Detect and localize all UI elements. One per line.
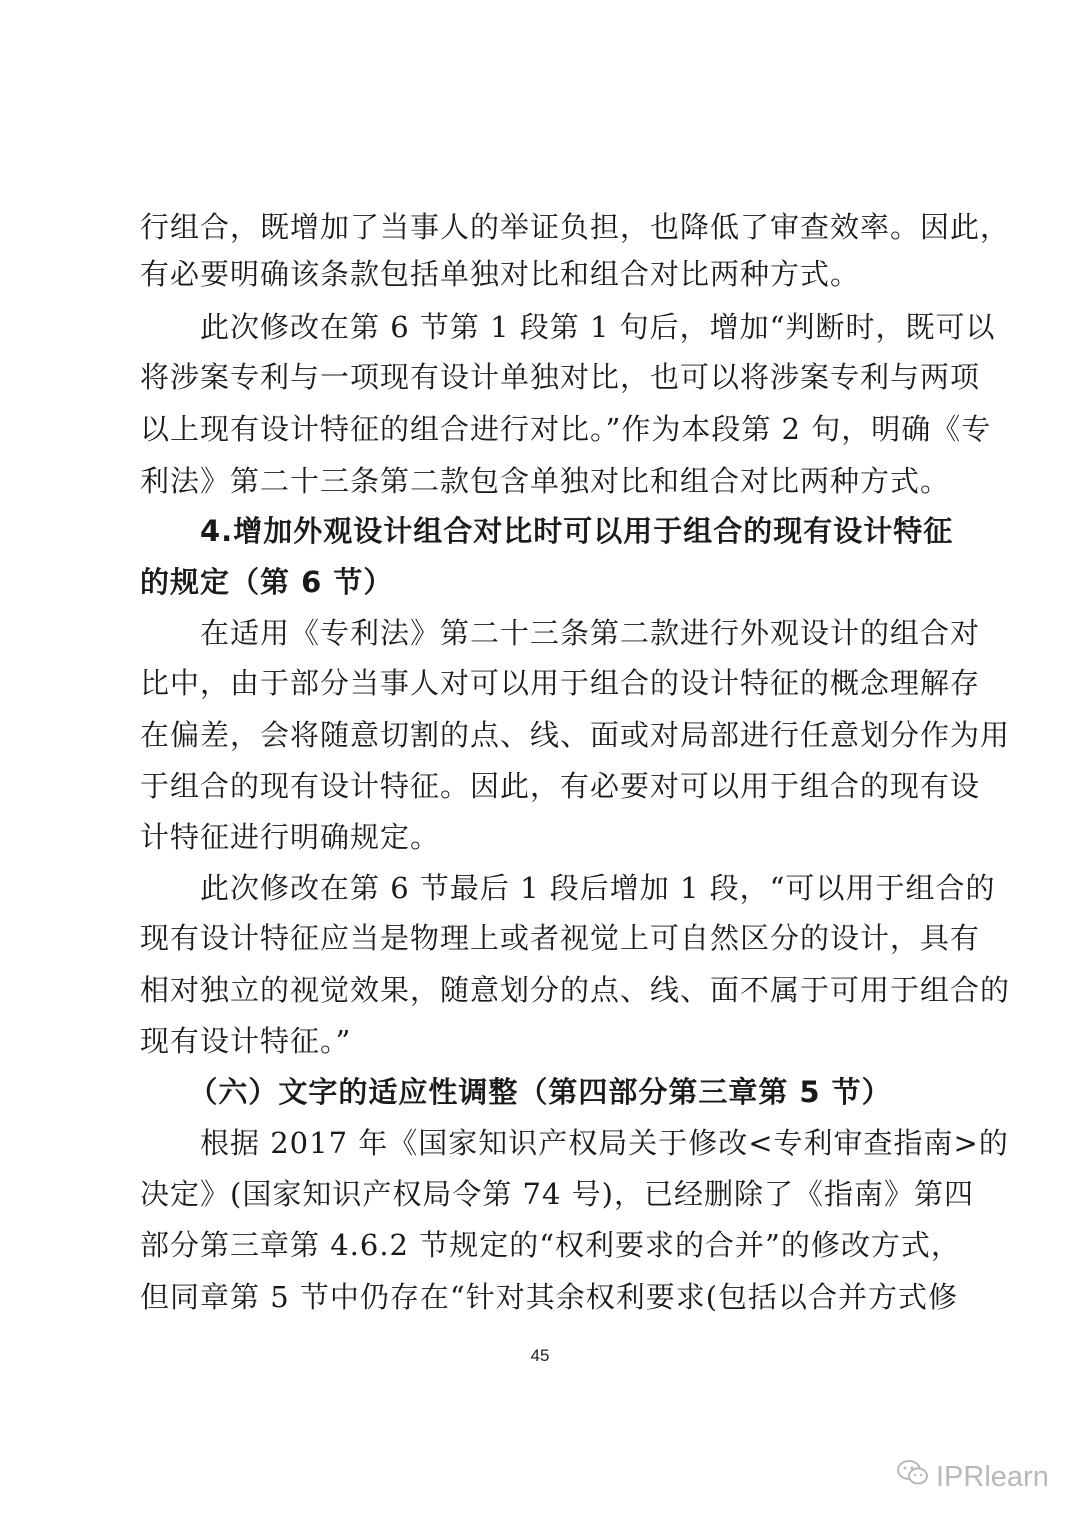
watermark-text: IPRlearn <box>936 1460 1049 1493</box>
page-number: 45 <box>530 1346 550 1365</box>
paragraph-line: 于组合的现有设计特征。因此，有必要对可以用于组合的现有设 <box>140 769 981 803</box>
paragraph-line: 以上现有设计特征的组合进行对比。”作为本段第 2 句，明确《专 <box>140 412 992 446</box>
paragraph-line: 在偏差，会将随意切割的点、线、面或对局部进行任意划分作为用 <box>140 718 1011 752</box>
paragraph-line: 在适用《专利法》第二十三条第二款进行外观设计的组合对 <box>200 616 981 650</box>
paragraph-line: 利法》第二十三条第二款包含单独对比和组合对比两种方式。 <box>140 464 951 498</box>
paragraph-line: 计特征进行明确规定。 <box>140 820 441 854</box>
paragraph-line: 此次修改在第 6 节最后 1 段后增加 1 段，“可以用于组合的 <box>200 871 996 905</box>
paragraph-line: 此次修改在第 6 节第 1 段第 1 句后，增加“判断时，既可以 <box>200 310 996 344</box>
section-heading: （六）文字的适应性调整（第四部分第三章第 5 节） <box>188 1075 892 1109</box>
paragraph-line: 现有设计特征应当是物理上或者视觉上可自然区分的设计，具有 <box>140 921 981 955</box>
section-heading: 的规定（第 6 节） <box>140 565 394 599</box>
paragraph-line: 将涉案专利与一项现有设计单独对比，也可以将涉案专利与两项 <box>140 360 981 394</box>
paragraph-line: 根据 2017 年《国家知识产权局关于修改<专利审查指南>的 <box>200 1126 1009 1160</box>
section-heading: 4.增加外观设计组合对比时可以用于组合的现有设计特征 <box>200 514 954 548</box>
paragraph-line: 有必要明确该条款包括单独对比和组合对比两种方式。 <box>140 257 861 291</box>
paragraph-line: 行组合，既增加了当事人的举证负担，也降低了审查效率。因此， <box>140 210 1011 244</box>
paragraph-line: 比中，由于部分当事人对可以用于组合的设计特征的概念理解存 <box>140 666 981 700</box>
paragraph-line: 但同章第 5 节中仍存在“针对其余权利要求(包括以合并方式修 <box>140 1280 959 1314</box>
paragraph-line: 现有设计特征。” <box>140 1024 352 1058</box>
paragraph-line: 相对独立的视觉效果，随意划分的点、线、面不属于可用于组合的 <box>140 973 1011 1007</box>
paragraph-line: 决定》(国家知识产权局令第 74 号)，已经删除了《指南》第四 <box>140 1177 974 1211</box>
wechat-icon <box>896 1458 936 1496</box>
watermark <box>896 1457 1056 1497</box>
paragraph-line: 部分第三章第 4.6.2 节规定的“权利要求的合并”的修改方式， <box>140 1228 961 1262</box>
